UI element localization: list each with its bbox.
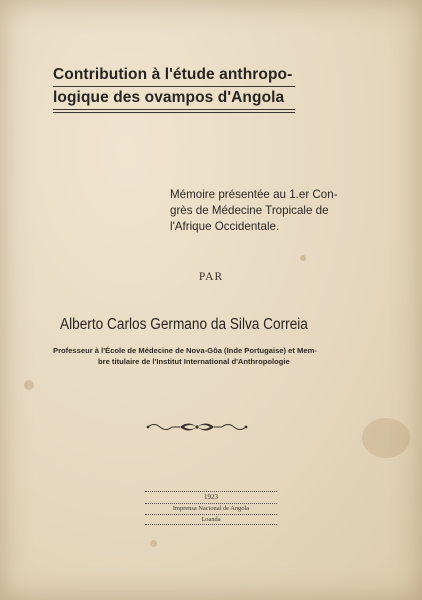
paper-stain	[300, 255, 306, 261]
author-affiliation	[53, 345, 413, 367]
memoire-line-1: Mémoire présentée au 1.er Con-	[170, 188, 338, 201]
affiliation-line-2: bre titulaire de l'Institut International d'Anthropologie	[98, 357, 290, 366]
title-line-1: Contribution à l'étude anthropo-	[53, 66, 293, 83]
title-rule	[53, 109, 295, 110]
imprint-year: 1923	[204, 493, 218, 501]
imprint-city: Loanda	[201, 516, 221, 523]
title-line-2: logique des ovampos d'Angola	[53, 89, 285, 106]
author-name: Alberto Carlos Germano da Silva Correia	[60, 316, 308, 333]
affiliation-line-1: Professeur à l'École de Médecine de Nova-Gôa (Inde Portugaise) et Mem-	[53, 346, 317, 355]
paper-stain	[362, 418, 410, 458]
paper-stain	[24, 380, 34, 390]
par-label: PAR	[198, 271, 224, 283]
imprint-publisher: Imprensa Nacional de Angola	[145, 503, 277, 516]
ornament-divider-icon	[146, 419, 248, 435]
imprint-box	[145, 491, 277, 525]
memoire-line-2: grès de Médecine Tropicale de	[170, 204, 329, 217]
memoire-line-3: l'Afrique Occidentale.	[170, 220, 280, 233]
title-block	[53, 64, 295, 113]
title-rule-thin	[53, 112, 295, 113]
memoire-note	[170, 187, 380, 235]
paper-stain	[150, 540, 157, 547]
